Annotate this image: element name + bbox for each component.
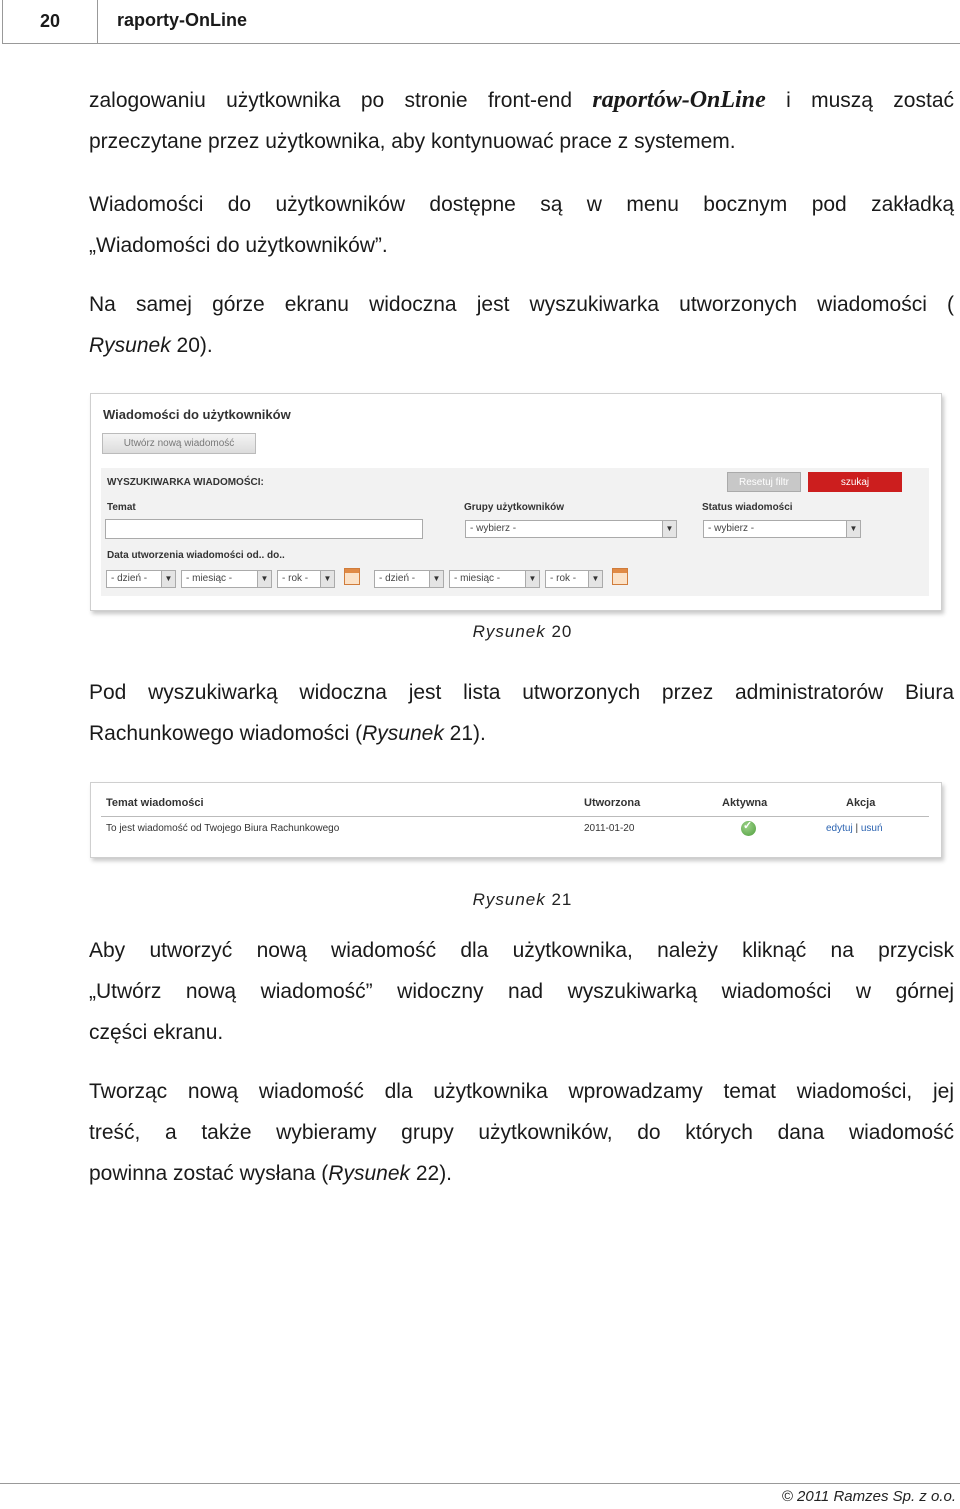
chevron-down-icon: ▼ bbox=[846, 521, 860, 537]
to-month-select[interactable]: - miesiąc - ▼ bbox=[449, 570, 540, 588]
from-year-select[interactable]: - rok - ▼ bbox=[277, 570, 335, 588]
col-active-header: Aktywna bbox=[722, 797, 768, 809]
search-button[interactable]: szukaj bbox=[808, 472, 902, 492]
chevron-down-icon: ▼ bbox=[429, 571, 443, 587]
from-day-select[interactable]: - dzień - ▼ bbox=[106, 570, 176, 588]
col-created-header: Utworzona bbox=[584, 797, 641, 809]
paragraph-2: Wiadomości do użytkowników dostępne są w menu bocznym pod zakładką „Wiadomości do użytkowników”. bbox=[89, 193, 954, 257]
to-year-select[interactable]: - rok - ▼ bbox=[545, 570, 603, 588]
row-subject: To jest wiadomość od Twojego Biura Rachunkowego bbox=[106, 823, 340, 834]
brand-name: raportów-OnLine bbox=[592, 87, 766, 113]
reset-filter-button[interactable]: Resetuj filtr bbox=[727, 472, 801, 492]
status-label: Status wiadomości bbox=[702, 502, 793, 513]
status-select[interactable]: - wybierz - ▼ bbox=[703, 520, 861, 538]
figure-message-list-screenshot bbox=[90, 782, 942, 858]
row-created: 2011-01-20 bbox=[584, 823, 635, 834]
groups-label: Grupy użytkowników bbox=[464, 502, 565, 513]
col-subject-header: Temat wiadomości bbox=[106, 797, 204, 809]
chevron-down-icon: ▼ bbox=[161, 571, 175, 587]
row-actions: edytuj | usuń bbox=[826, 823, 883, 834]
figure-caption-21: Rysunek 21 bbox=[472, 890, 573, 909]
paragraph-5: Aby utworzyć nową wiadomość dla użytkownika, należy kliknąć na przycisk „Utwórz nową wiadomość” widoczny nad wyszukiwarką wiadomości w górnej części ekranu. bbox=[89, 939, 954, 1044]
delete-link[interactable]: usuń bbox=[860, 823, 883, 834]
new-message-button[interactable]: Utwórz nową wiadomość bbox=[102, 433, 256, 454]
search-title: WYSZUKIWARKA WIADOMOŚCI: bbox=[107, 477, 264, 488]
chevron-down-icon: ▼ bbox=[662, 521, 676, 537]
active-check-icon bbox=[741, 821, 756, 836]
paragraph-1: zalogowaniu użytkownika po stronie front-end raportów-OnLine i muszą zostać przeczytane przez użytkownika, aby kontynuować prace z systemem. bbox=[89, 87, 954, 153]
paragraph-3: Na samej górze ekranu widoczna jest wyszukiwarka utworzonych wiadomości ( Rysunek 20). bbox=[89, 293, 954, 357]
subject-label: Temat bbox=[107, 502, 136, 513]
document-title: raporty-OnLine bbox=[117, 10, 248, 30]
edit-link[interactable]: edytuj bbox=[826, 823, 853, 834]
page-header bbox=[0, 0, 960, 44]
col-action-header: Akcja bbox=[846, 797, 876, 809]
figure-search-screenshot bbox=[90, 393, 942, 611]
chevron-down-icon: ▼ bbox=[588, 571, 602, 587]
to-day-select[interactable]: - dzień - ▼ bbox=[374, 570, 444, 588]
paragraph-6: Tworząc nową wiadomość dla użytkownika wprowadzamy temat wiadomości, jej treść, a także wybieramy grupy użytkowników, do których dana wiadomość powinna zostać wysłana (Rysunek 22). bbox=[89, 1080, 954, 1185]
date-range-label: Data utworzenia wiadomości od.. do.. bbox=[107, 550, 285, 561]
footer-divider bbox=[0, 1483, 960, 1484]
chevron-down-icon: ▼ bbox=[257, 571, 271, 587]
page-number: 20 bbox=[2, 0, 98, 44]
figure-caption-20: Rysunek 20 bbox=[472, 622, 573, 641]
paragraph-4: Pod wyszukiwarką widoczna jest lista utworzonych przez administratorów Biura Rachunkowego wiadomości (Rysunek 21). bbox=[89, 681, 954, 745]
from-month-select[interactable]: - miesiąc - ▼ bbox=[181, 570, 272, 588]
chevron-down-icon: ▼ bbox=[525, 571, 539, 587]
messages-title: Wiadomości do użytkowników bbox=[103, 407, 291, 422]
calendar-icon[interactable] bbox=[344, 568, 360, 585]
calendar-icon[interactable] bbox=[612, 568, 628, 585]
groups-select[interactable]: - wybierz - ▼ bbox=[465, 520, 677, 538]
chevron-down-icon: ▼ bbox=[320, 571, 334, 587]
subject-input[interactable] bbox=[105, 519, 423, 539]
table-header-divider bbox=[101, 816, 929, 817]
header-divider bbox=[98, 43, 960, 44]
footer-copyright: © 2011 Ramzes Sp. z o.o. bbox=[781, 1488, 956, 1505]
search-panel bbox=[101, 468, 929, 596]
